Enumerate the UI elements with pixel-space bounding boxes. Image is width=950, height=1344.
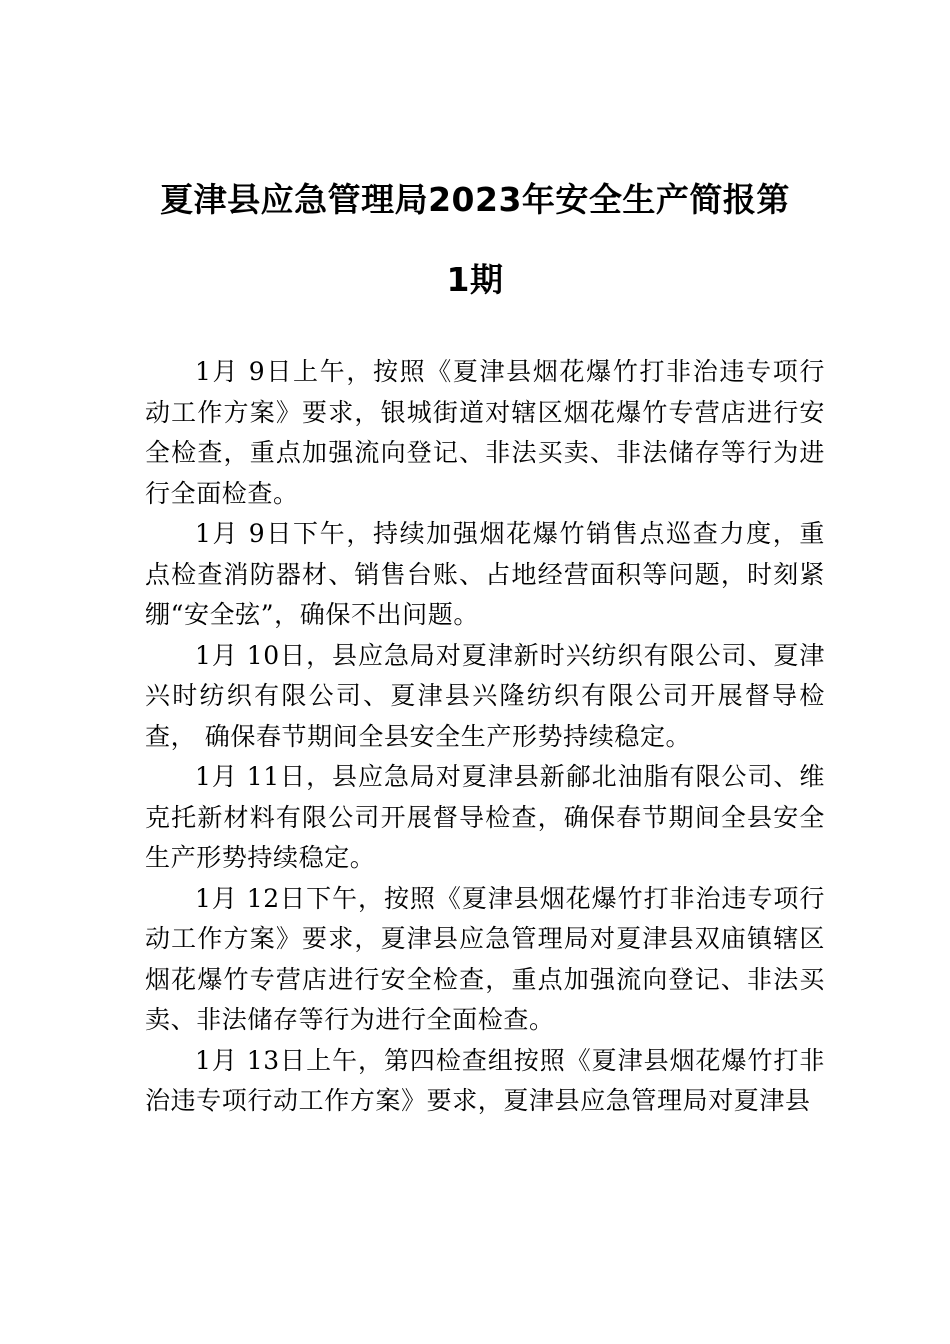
paragraph-jan-10: 1月 10日，县应急局对夏津新时兴纺织有限公司、夏津兴时纺织有限公司、夏津县兴隆纺织有限公司开展督导检查， 确保春节期间全县安全生产形势持续稳定。: [145, 640, 825, 751]
title-line-2: 1期: [446, 260, 504, 299]
paragraph-jan-12-afternoon: 1月 12日下午，按照《夏津县烟花爆竹打非治违专项行动工作方案》要求，夏津县应急管理局对夏津县双庙镇辖区烟花爆竹专营店进行安全检查，重点加强流向登记、非法买卖、非法储存等行为进行全面检查。: [145, 883, 825, 1034]
paragraph-jan-9-afternoon: 1月 9日下午，持续加强烟花爆竹销售点巡查力度，重点检查消防器材、销售台账、占地经营面积等问题，时刻紧绷“安全弦”，确保不出问题。: [145, 519, 825, 629]
document-title: [140, 160, 810, 320]
paragraph-jan-11: 1月 11日，县应急局对夏津县新鄃北油脂有限公司、维克托新材料有限公司开展督导检查，确保春节期间全县安全生产形势持续稳定。: [145, 762, 825, 872]
document-body: [145, 352, 825, 1122]
paragraph-jan-13-morning: 1月 13日上午，第四检查组按照《夏津县烟花爆竹打非治违专项行动工作方案》要求，夏津县应急管理局对夏津县: [145, 1045, 825, 1115]
title-line-1: 夏津县应急管理局2023年安全生产简报第: [160, 180, 790, 219]
paragraph-jan-9-morning: 1月 9日上午，按照《夏津县烟花爆竹打非治违专项行动工作方案》要求，银城街道对辖区烟花爆竹专营店进行安全检查，重点加强流向登记、非法买卖、非法储存等行为进行全面检查。: [145, 357, 825, 508]
